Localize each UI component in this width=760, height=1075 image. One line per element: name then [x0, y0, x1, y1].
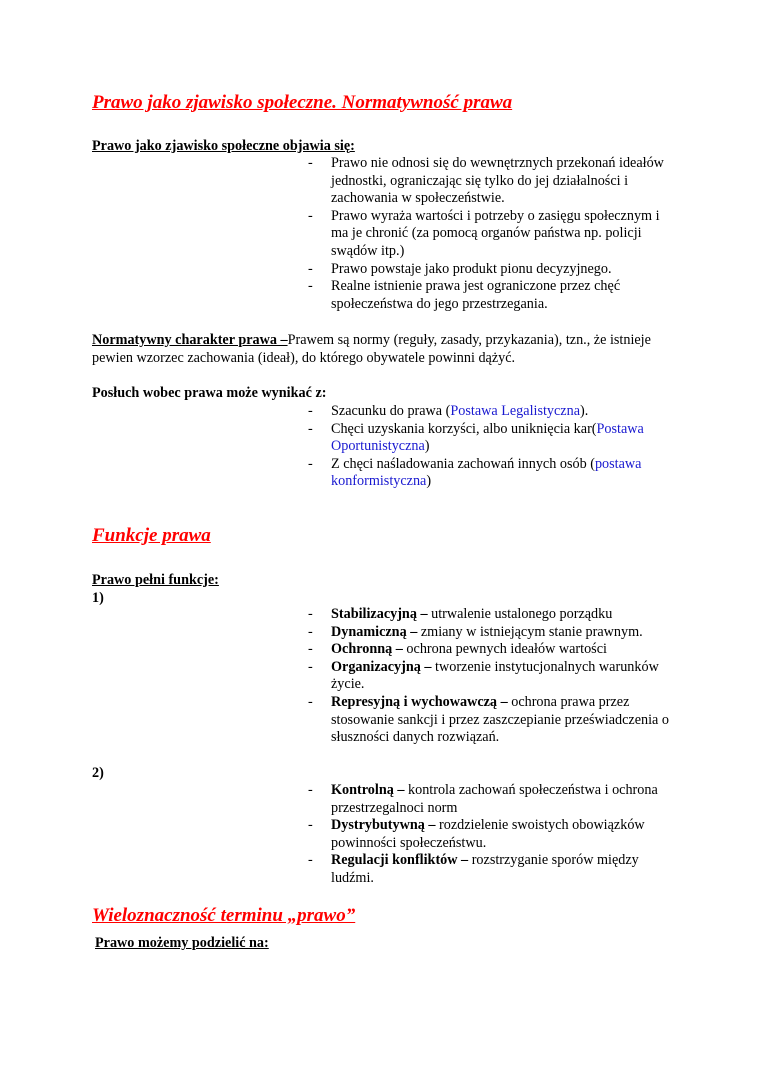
function-term: Regulacji konfliktów –: [331, 852, 469, 869]
heading-law-functions: Funkcje prawa: [92, 525, 211, 546]
list-item: [306, 852, 676, 887]
function-desc: rozdzielenie swoistych obowiązków powinności społeczeństwu.: [331, 817, 645, 851]
attitude-name: Postawa Legalistyczna: [450, 403, 580, 419]
list-item: [306, 403, 676, 421]
list-obedience: [306, 403, 676, 491]
item-text: Szacunku do prawa (: [331, 403, 451, 419]
heading-law-social-phenomenon: Prawo jako zjawisko społeczne. Normatywność prawa: [92, 92, 513, 113]
item-suffix: ): [424, 438, 430, 455]
list-item: [306, 694, 676, 747]
list-item: - Prawo nie odnosi się do wewnętrznych przekonań ideałów jednostki, ograniczając się tylko do jej działalności i zachowania w społeczeństwie.: [306, 155, 676, 208]
item-text: Z chęci naśladowania zachowań innych osób (: [331, 455, 595, 472]
list-manifestations: [306, 155, 676, 313]
list-item: [306, 782, 676, 817]
list-item: [306, 421, 676, 456]
list-item: [306, 641, 676, 659]
list-item: [306, 606, 676, 624]
list-item: [306, 456, 676, 491]
normative-lead: Normatywny charakter prawa –: [92, 332, 288, 348]
function-desc: kontrola zachowań społeczeństwa i ochrona przestrzegalnoci norm: [331, 782, 658, 816]
attitude-name: postawa konformistyczna: [331, 455, 642, 490]
attitude-name: Postawa Oportunistyczna: [331, 420, 644, 455]
function-desc: utrwalenie ustalonego porządku: [427, 606, 613, 622]
item-text: Chęci uzyskania korzyści, albo uniknięcia kar(: [331, 420, 597, 437]
subheading-obedience: Posłuch wobec prawa może wynikać z:: [92, 385, 327, 401]
list-functions-1: [306, 606, 676, 747]
function-term: Represyjną i wychowawczą –: [331, 693, 508, 710]
item-suffix: ).: [580, 403, 589, 419]
normative-text: Prawem są normy (reguły, zasady, przykazania), tzn., że istnieje pewien wzorzec zachowania (ideał), do którego obywatele powinni dążyć.: [92, 332, 651, 366]
list-item: - Realne istnienie prawa jest ograniczone przez chęć społeczeństwa do jego przestrzegania.: [306, 278, 676, 313]
list-item: [306, 659, 676, 694]
function-desc: rozstrzyganie sporów między ludźmi.: [331, 852, 639, 886]
function-term: Dystrybutywną –: [331, 817, 436, 834]
subheading-manifestations: Prawo jako zjawisko społeczne objawia się:: [92, 138, 355, 154]
list-item: [306, 817, 676, 852]
function-desc: zmiany w istniejącym stanie prawnym.: [417, 623, 643, 640]
list-item: [306, 624, 676, 642]
normative-paragraph: [92, 332, 672, 367]
list-functions-2: [306, 782, 676, 888]
list-item: - Prawo powstaje jako produkt pionu decyzyjnego.: [306, 261, 676, 279]
subheading-division: Prawo możemy podzielić na:: [95, 935, 269, 951]
function-term: Stabilizacyjną –: [331, 606, 428, 622]
function-term: Kontrolną –: [331, 782, 405, 798]
heading-ambiguity: Wieloznaczność terminu „prawo”: [92, 905, 356, 926]
function-term: Dynamiczną –: [331, 623, 418, 640]
function-desc: ochrona pewnych ideałów wartości: [402, 641, 607, 658]
item-suffix: ): [426, 473, 432, 490]
function-term: Organizacyjną –: [331, 658, 432, 675]
function-desc: tworzenie instytucjonalnych warunków życie.: [331, 658, 659, 693]
list-item: - Prawo wyraża wartości i potrzeby o zasięgu społecznym i ma je chronić (za pomocą organów państwa np. policji swądów itp.): [306, 208, 676, 261]
function-desc: ochrona prawa przez stosowanie sankcji i przez zaszczepianie przeświadczenia o słuszności danych rozwiązań.: [331, 693, 669, 746]
function-term: Ochronną –: [331, 641, 403, 658]
group-label-1: 1): [92, 590, 104, 606]
group-label-2: 2): [92, 765, 104, 781]
subheading-functions: Prawo pełni funkcje:: [92, 572, 219, 588]
